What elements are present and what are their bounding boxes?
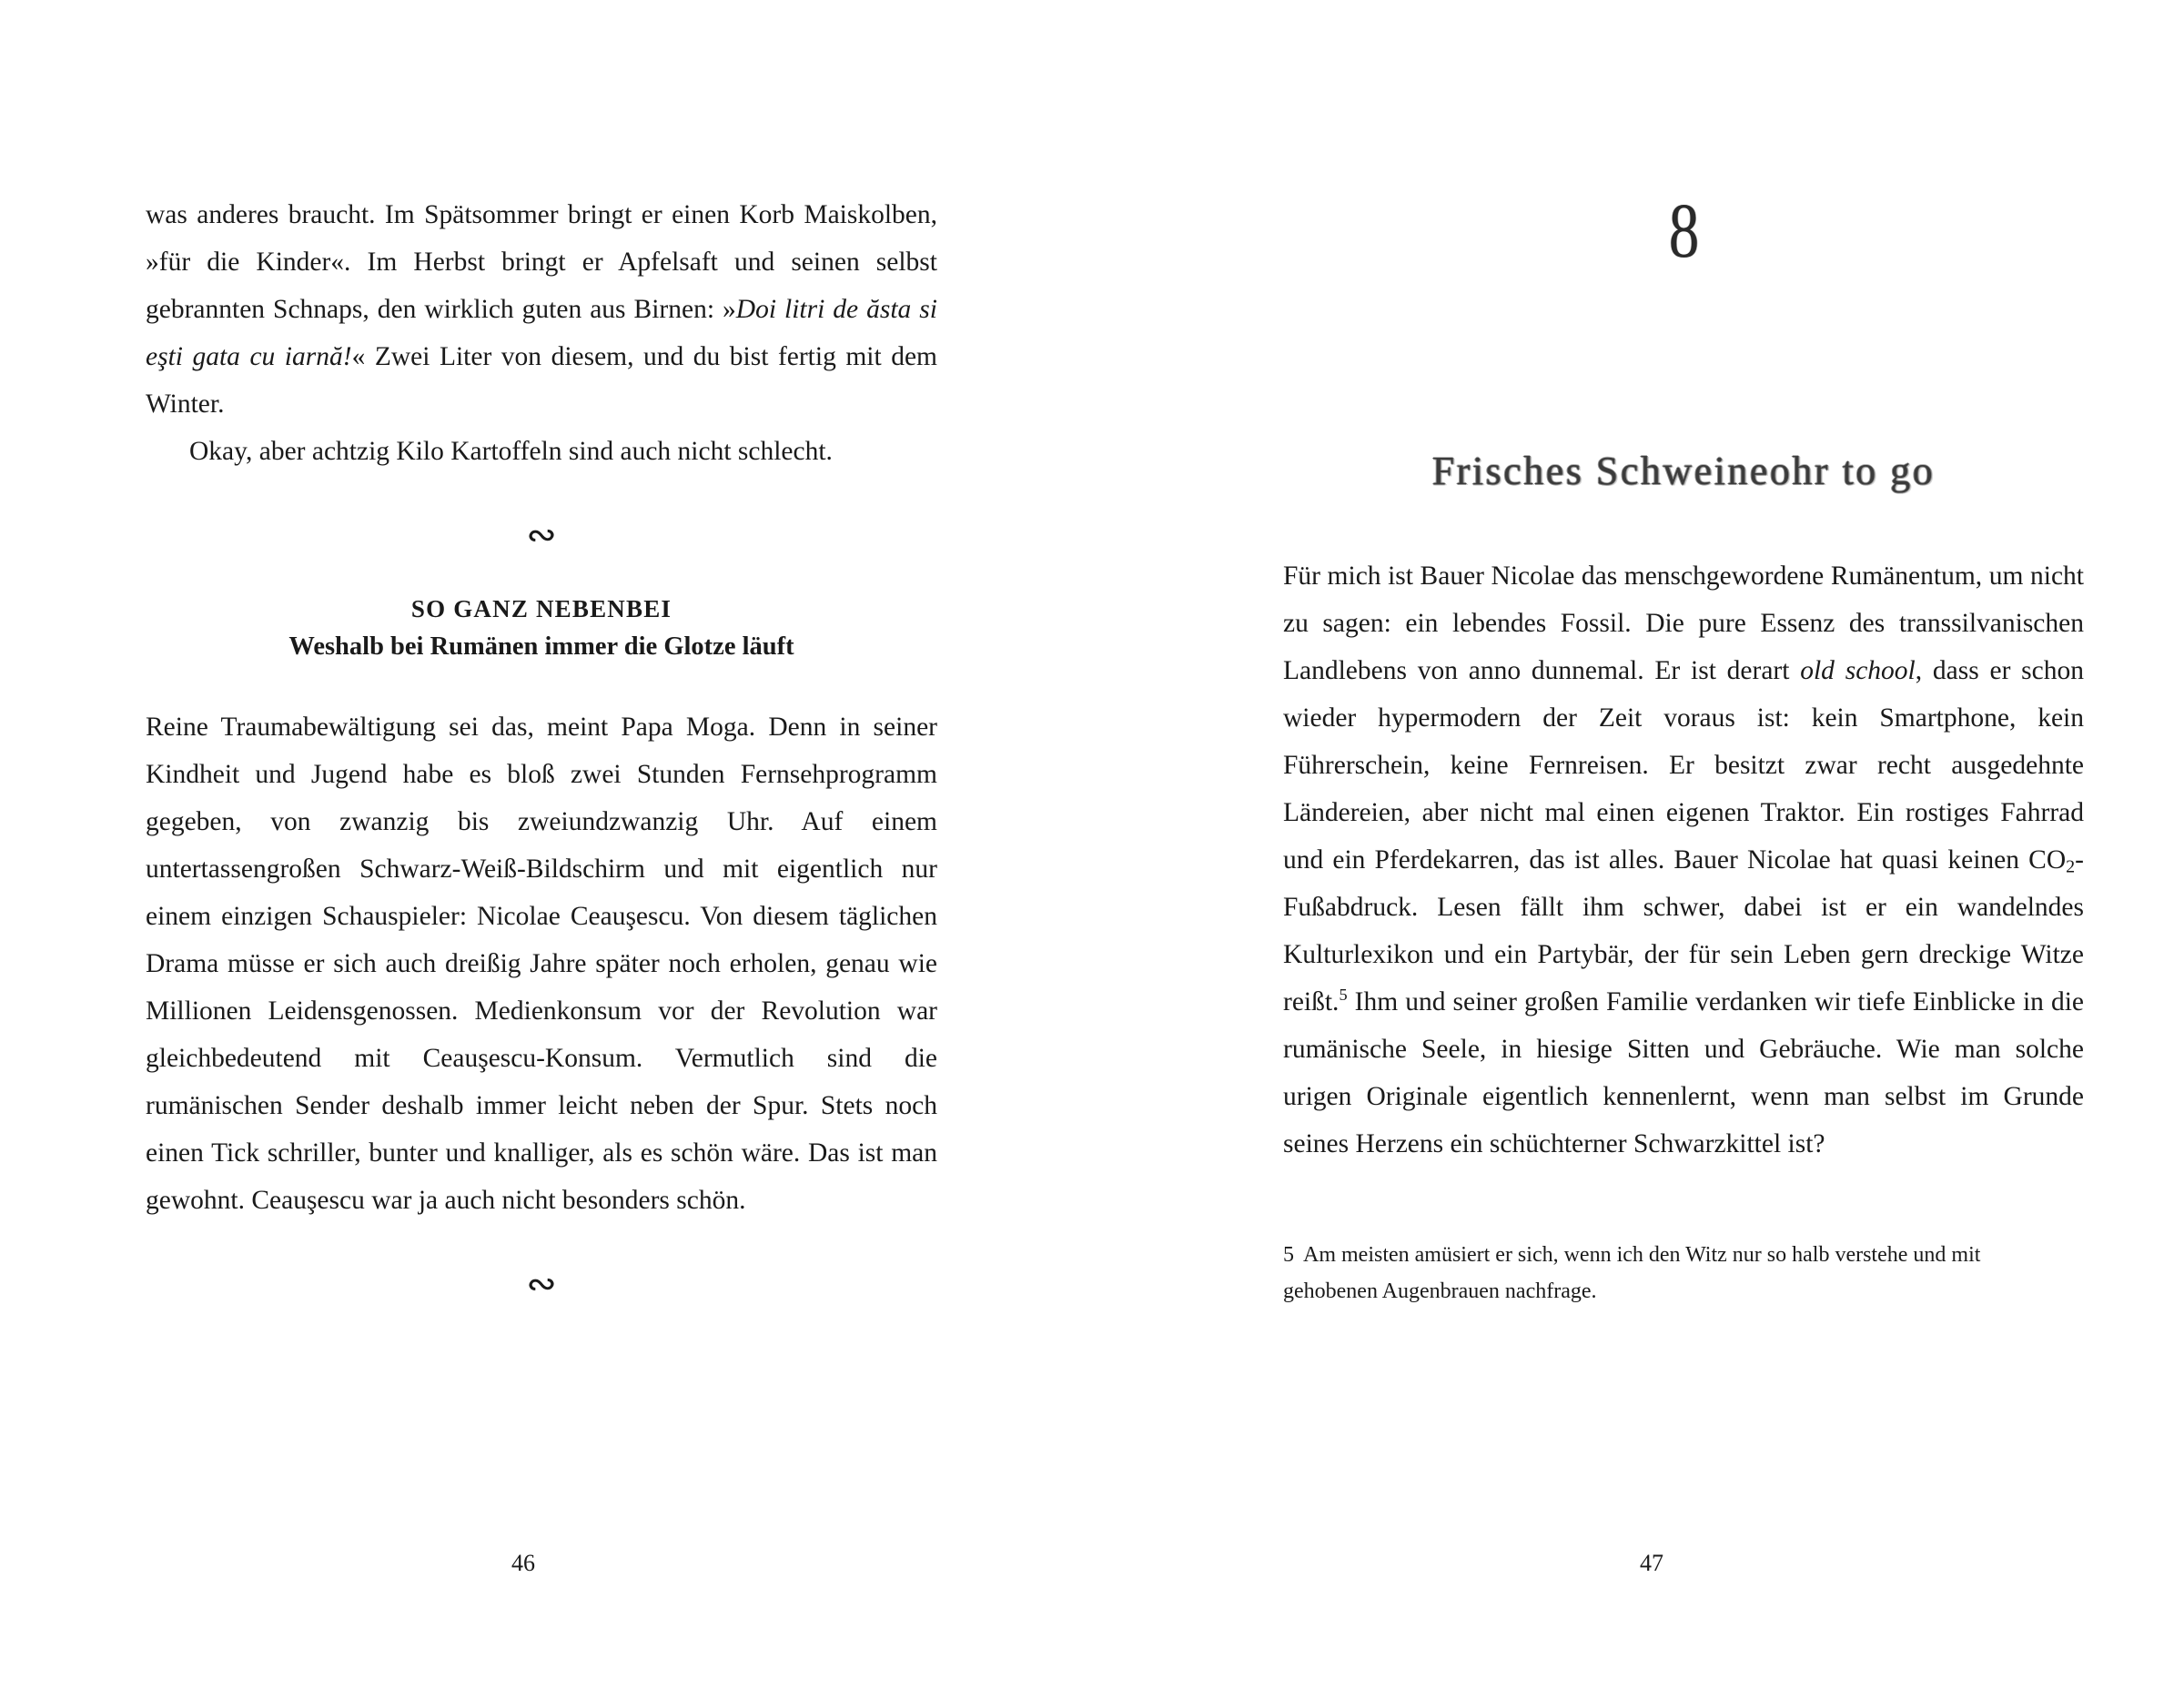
paragraph-run-italic: Doi litri de ăsta si eşti gata cu iarnă! [146, 295, 937, 371]
sidebar-subtitle: Weshalb bei Rumänen immer die Glotze läuft [288, 632, 794, 661]
chemical-subscript: 2 [2066, 856, 2076, 877]
footnote-5 [1283, 1237, 2002, 1310]
right-text-column [1283, 187, 2084, 1310]
paragraph-run-italic: old school [1800, 656, 1916, 685]
paragraph-run-text-4: Ihm und seiner großen Familie verdanken wir tiefe Einblicke in die rumänische Seele, in hiesige Sitten und Gebräuche. Wie man solche urigen Originale eigentlich kennenlernt, wenn man selbst im Grunde seines Herzens ein schüchterner Schwarzkittel ist? [1283, 987, 2084, 1158]
ornament-divider-top: ∾ [526, 514, 557, 555]
chapter-number-ornament [1283, 187, 2084, 274]
paragraph-potatoes: Okay, aber achtzig Kilo Kartoffeln sind auch nicht schlecht. [189, 437, 833, 466]
page-number-right: 47 [1640, 1550, 1663, 1576]
sidebar-body: Reine Traumabewältigung sei das, meint Papa Moga. Denn in seiner Kindheit und Jugend habe es bloß zwei Stunden Fernsehprogramm gegeben, von zwanzig bis zweiundzwanzig Uhr. Auf einem untertassengroßen Schwarz-Weiß-Bildschirm und mit eigentlich nur einem einzigen Schauspieler: Nicolae Ceauşescu. Von diesem täglichen Drama müsse er sich auch dreißig Jahre später noch erholen, genau wie Millionen Leidensgenossen. Medienkonsum vor der Revolution war gleichbedeutend mit Ceauşescu-Konsum. Vermutlich sind die rumänischen Sender deshalb immer leicht neben der Spur. Stets noch einen Tick schriller, bunter und knalliger, als es schön wäre. Das ist man gewohnt. Ceauşescu war ja auch nicht besonders schön. [146, 713, 937, 1215]
chapter-number-value: 8 [1668, 187, 1699, 274]
footnote-reference-5[interactable]: 5 [1339, 986, 1348, 1005]
paragraph-continuation [146, 191, 937, 428]
footnote-text: Am meisten amüsiert er sich, wenn ich den Witz nur so halb verstehe und mit gehobenen Augenbrauen nachfrage. [1283, 1243, 1981, 1303]
paragraph-run-text: was anderes braucht. Im Spätsommer bringt er einen Korb Maiskolben, »für die Kinder«. Im Herbst bringt er Apfelsaft und seinen selbst gebrannten Schnaps, den wirklich guten aus Birnen: » [146, 200, 937, 324]
sidebar-box [146, 595, 937, 1224]
sidebar-kicker: SO GANZ NEBENBEI [410, 595, 672, 622]
paragraph-run-text: Für mich ist Bauer Nicolae das menschgewordene Rumänentum, um nicht zu sagen: ein lebendes Fossil. Die pure Essenz des transsilvanischen Landlebens von anno dunnemal. Er ist derart [1283, 561, 2084, 685]
chapter-opening-paragraph [1283, 552, 2084, 1168]
page-number-left: 46 [511, 1550, 535, 1576]
paragraph-run-text-2: , dass er schon wieder hypermodern der Zeit voraus ist: kein Smartphone, kein Führerschein, keine Fernreisen. Er besitzt zwar recht ausgedehnte Ländereien, aber nicht mal einen eigenen Traktor. Ein rostiges Fahrrad und ein Pferdekarren, das ist alles. Bauer Nicolae hat quasi keinen CO [1283, 656, 2084, 875]
paragraph-run-text-3: -Fußabdruck. Lesen fällt ihm schwer, dabei ist er ein wandelndes Kulturlexikon und ein Partybär, der für sein Leben gern dreckige Witze reißt. [1283, 845, 2084, 1016]
ornament-divider-bottom: ∾ [526, 1263, 557, 1304]
paragraph-run-text-2: « Zwei Liter von diesem, und du bist fertig mit dem Winter. [146, 342, 937, 419]
right-page [1092, 0, 2184, 1699]
left-text-column [146, 191, 937, 1302]
chapter-title: Frisches Schweineohr to go [1431, 449, 1936, 493]
footnote-number: 5 [1283, 1243, 1294, 1267]
